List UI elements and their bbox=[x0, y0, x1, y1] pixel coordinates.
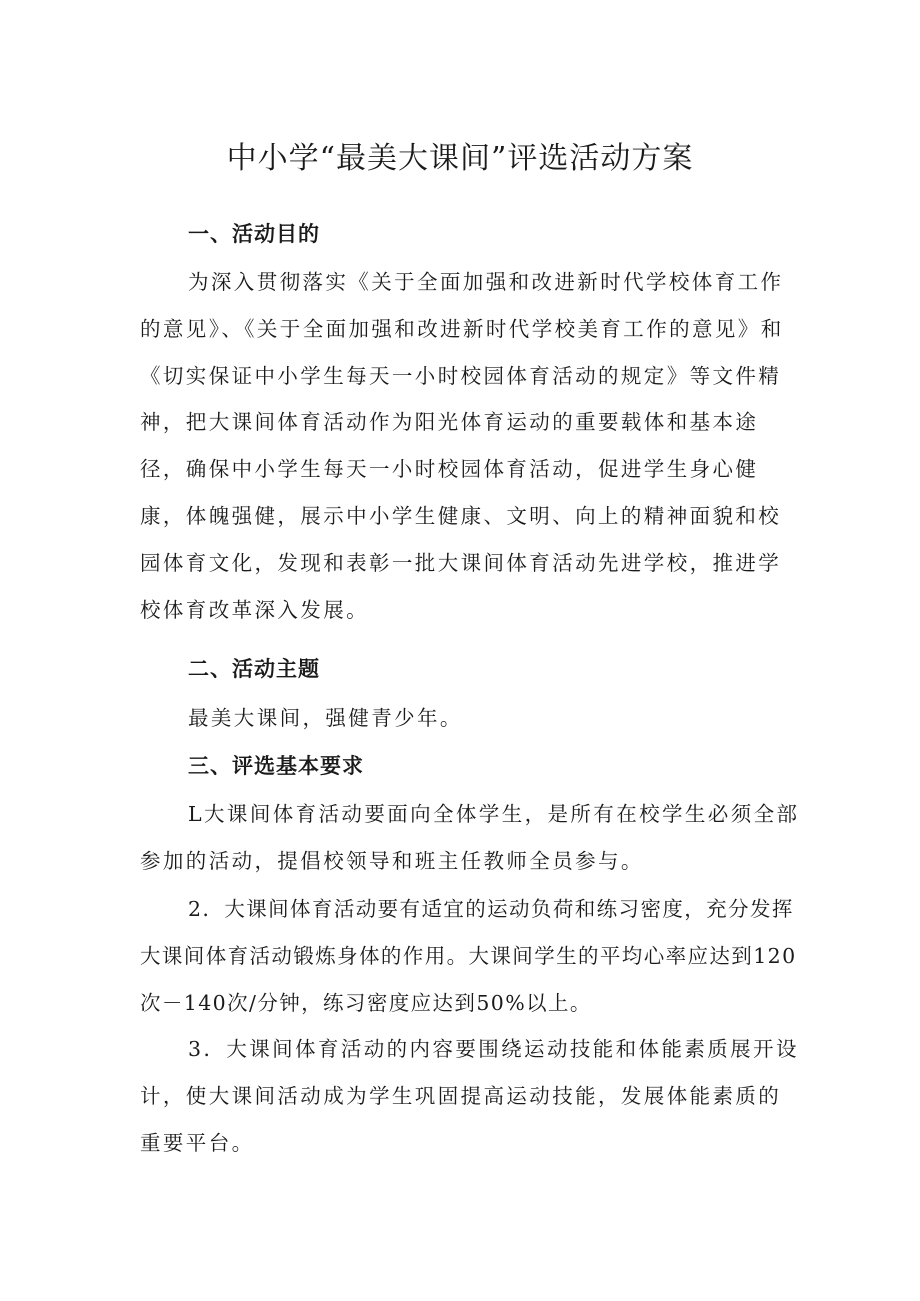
section-heading-theme: 二、活动主题 bbox=[188, 657, 320, 681]
paragraph-theme: 最美大课间，强健青少年。 bbox=[188, 706, 463, 730]
paragraph-purpose: 为深入贯彻落实《关于全面加强和改进新时代学校体育工作的意见》、《关于全面加强和改进新时代学校美育工作的意见》和《切实保证中小学生每天一小时校园体育活动的规定》等文件精神，把大课间体育活动作为阳光体育运动的重要载体和基本途径，确保中小学生每天一小时校园体育活动，促进学生身心健康，体魄强健，展示中小学生健康、文明、向上的精神面貌和校园体育文化，发现和表彰一批大课间体育活动先进学校，推进学校体育改革深入发展。 bbox=[140, 270, 784, 622]
paragraph-requirement-2: 2．大课间体育活动要有适宜的运动负荷和练习密度，充分发挥大课间体育活动锻炼身体的作用。大课间学生的平均心率应达到120次－140次/分钟，练习密度应达到50%以上。 bbox=[140, 897, 797, 1015]
paragraph-requirement-1: L大课间体育活动要面向全体学生，是所有在校学生必须全部参加的活动，提倡校领导和班主任教师全员参与。 bbox=[140, 802, 800, 873]
paragraph-requirement-3: 3．大课间体育活动的内容要围绕运动技能和体能素质展开设计，使大课间活动成为学生巩固提高运动技能，发展体能素质的重要平台。 bbox=[140, 1037, 799, 1155]
section-heading-purpose: 一、活动目的 bbox=[188, 222, 320, 246]
section-heading-requirements: 三、评选基本要求 bbox=[188, 754, 364, 778]
document-title: 中小学“最美大课间”评选活动方案 bbox=[226, 141, 694, 176]
